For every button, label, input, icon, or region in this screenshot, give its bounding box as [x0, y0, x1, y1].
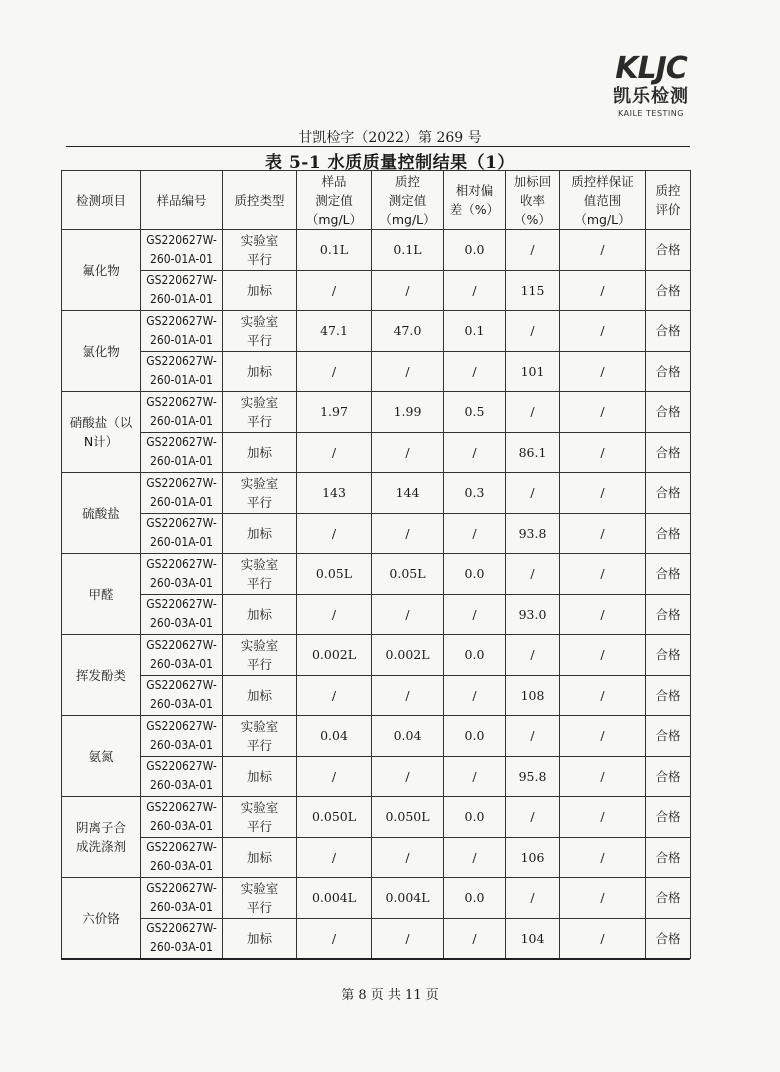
- relative-deviation-cell: 0.1: [444, 311, 506, 352]
- spike-recovery-cell: 108: [506, 675, 560, 716]
- qc-range-cell: /: [560, 554, 646, 595]
- cell-line: 加标: [246, 687, 272, 703]
- qc-type-cell: [223, 270, 297, 311]
- evaluation-cell: 合格: [646, 918, 691, 959]
- sample-value-cell: 0.05L: [297, 554, 372, 595]
- item-name-cell: [62, 392, 141, 473]
- cell-line: 260-01A-01: [150, 292, 213, 307]
- qc-value-cell: /: [372, 594, 444, 635]
- relative-deviation-cell: /: [444, 675, 506, 716]
- cell-line: 加标: [246, 525, 272, 541]
- table-row: [62, 392, 691, 433]
- col-qc-range-header: [560, 171, 646, 230]
- col-qc-type-header: [223, 171, 297, 230]
- cell-line: 260-03A-01: [150, 737, 213, 752]
- spike-recovery-cell: /: [506, 797, 560, 838]
- cell-line: （%）: [514, 211, 551, 227]
- sample-value-cell: /: [297, 594, 372, 635]
- qc-value-cell: 47.0: [372, 311, 444, 352]
- qc-value-cell: /: [372, 675, 444, 716]
- relative-deviation-cell: /: [444, 432, 506, 473]
- evaluation-cell: 合格: [646, 756, 691, 797]
- cell-line: 260-01A-01: [150, 454, 213, 469]
- item-name-cell: [62, 230, 141, 311]
- cell-line: 平行: [246, 251, 272, 267]
- evaluation-cell: 合格: [646, 351, 691, 392]
- cell-line: 平行: [246, 737, 272, 753]
- table-body: [62, 230, 691, 959]
- sample-id-cell: [141, 554, 223, 595]
- qc-range-cell: /: [560, 230, 646, 271]
- sample-value-cell: 143: [297, 473, 372, 514]
- table-row: [62, 716, 691, 757]
- cell-line: GS220627W-: [146, 313, 217, 328]
- table-row: [62, 918, 691, 959]
- spike-recovery-cell: /: [506, 392, 560, 433]
- sample-id-cell: [141, 432, 223, 473]
- cell-line: 氨氮: [88, 748, 114, 764]
- spike-recovery-cell: /: [506, 878, 560, 919]
- qc-type-cell: [223, 635, 297, 676]
- relative-deviation-cell: /: [444, 594, 506, 635]
- cell-line: 实验室: [240, 394, 279, 410]
- evaluation-cell: 合格: [646, 837, 691, 878]
- sample-value-cell: 0.002L: [297, 635, 372, 676]
- relative-deviation-cell: /: [444, 270, 506, 311]
- table-row: [62, 797, 691, 838]
- sample-id-cell: [141, 473, 223, 514]
- qc-type-cell: [223, 716, 297, 757]
- relative-deviation-cell: /: [444, 756, 506, 797]
- evaluation-cell: 合格: [646, 594, 691, 635]
- cell-line: 相对偏: [455, 183, 494, 198]
- spike-recovery-cell: /: [506, 716, 560, 757]
- cell-line: 评价: [655, 202, 681, 217]
- cell-line: 挥发酚类: [75, 667, 126, 683]
- spike-recovery-cell: 86.1: [506, 432, 560, 473]
- spike-recovery-cell: /: [506, 230, 560, 271]
- qc-range-cell: /: [560, 513, 646, 554]
- cell-line: GS220627W-: [146, 556, 217, 571]
- spike-recovery-cell: 101: [506, 351, 560, 392]
- evaluation-cell: 合格: [646, 392, 691, 433]
- relative-deviation-cell: /: [444, 918, 506, 959]
- sample-value-cell: 1.97: [297, 392, 372, 433]
- cell-line: 260-03A-01: [150, 697, 213, 712]
- evaluation-cell: 合格: [646, 878, 691, 919]
- qc-range-cell: /: [560, 473, 646, 514]
- evaluation-cell: 合格: [646, 230, 691, 271]
- cell-line: 加标: [246, 282, 272, 298]
- cell-line: 实验室: [240, 313, 279, 329]
- spike-recovery-cell: 115: [506, 270, 560, 311]
- evaluation-cell: 合格: [646, 311, 691, 352]
- evaluation-cell: 合格: [646, 675, 691, 716]
- sample-id-cell: [141, 675, 223, 716]
- sample-value-cell: 0.004L: [297, 878, 372, 919]
- qc-range-cell: /: [560, 797, 646, 838]
- table-row: [62, 756, 691, 797]
- cell-line: GS220627W-: [146, 232, 217, 247]
- spike-recovery-cell: 95.8: [506, 756, 560, 797]
- spike-recovery-cell: /: [506, 311, 560, 352]
- qc-type-cell: [223, 554, 297, 595]
- qc-range-cell: /: [560, 756, 646, 797]
- sample-value-cell: 0.1L: [297, 230, 372, 271]
- qc-value-cell: 144: [372, 473, 444, 514]
- sample-id-cell: [141, 270, 223, 311]
- qc-range-cell: /: [560, 918, 646, 959]
- sample-id-cell: [141, 797, 223, 838]
- cell-line: 260-01A-01: [150, 535, 213, 550]
- qc-value-cell: 0.002L: [372, 635, 444, 676]
- spike-recovery-cell: /: [506, 473, 560, 514]
- qc-value-cell: /: [372, 837, 444, 878]
- qc-value-cell: /: [372, 756, 444, 797]
- qc-range-cell: /: [560, 635, 646, 676]
- qc-range-cell: /: [560, 392, 646, 433]
- qc-value-cell: 0.04: [372, 716, 444, 757]
- qc-value-cell: /: [372, 513, 444, 554]
- qc-results-table: [61, 170, 691, 959]
- cell-line: GS220627W-: [146, 840, 217, 855]
- cell-line: GS220627W-: [146, 637, 217, 652]
- qc-type-cell: [223, 675, 297, 716]
- cell-line: 平行: [246, 413, 272, 429]
- cell-line: 硝酸盐（以: [69, 415, 133, 430]
- relative-deviation-cell: 0.3: [444, 473, 506, 514]
- table-row: [62, 473, 691, 514]
- cell-line: 平行: [246, 818, 272, 834]
- qc-value-cell: /: [372, 432, 444, 473]
- document-number: 甘凯检字（2022）第 269 号: [298, 130, 482, 146]
- qc-type-cell: [223, 594, 297, 635]
- cell-line: 260-01A-01: [150, 251, 213, 266]
- qc-type-cell: [223, 513, 297, 554]
- sample-id-cell: [141, 918, 223, 959]
- sample-id-cell: [141, 513, 223, 554]
- item-name-cell: [62, 635, 141, 716]
- cell-line: 实验室: [240, 880, 279, 896]
- qc-range-cell: /: [560, 311, 646, 352]
- cell-line: GS220627W-: [146, 273, 217, 288]
- table-row: [62, 878, 691, 919]
- sample-id-cell: [141, 878, 223, 919]
- cell-line: 260-03A-01: [150, 859, 213, 874]
- qc-range-cell: /: [560, 716, 646, 757]
- qc-value-cell: 1.99: [372, 392, 444, 433]
- spike-recovery-cell: 93.0: [506, 594, 560, 635]
- cell-line: 氟化物: [82, 262, 120, 278]
- col-spike-recovery-header: [506, 171, 560, 230]
- relative-deviation-cell: 0.0: [444, 878, 506, 919]
- cell-line: 样品编号: [156, 192, 207, 208]
- spike-recovery-cell: 106: [506, 837, 560, 878]
- cell-line: 实验室: [240, 718, 279, 734]
- table-row: [62, 432, 691, 473]
- cell-line: （mg/L）: [305, 211, 363, 227]
- sample-value-cell: /: [297, 756, 372, 797]
- cell-line: 加标: [246, 768, 272, 784]
- evaluation-cell: 合格: [646, 797, 691, 838]
- cell-line: 加标: [246, 444, 272, 460]
- sample-value-cell: /: [297, 918, 372, 959]
- sample-value-cell: /: [297, 270, 372, 311]
- relative-deviation-cell: 0.0: [444, 716, 506, 757]
- cell-line: 260-01A-01: [150, 373, 213, 388]
- table-row: [62, 675, 691, 716]
- sample-value-cell: /: [297, 675, 372, 716]
- evaluation-cell: 合格: [646, 554, 691, 595]
- cell-line: GS220627W-: [146, 394, 217, 409]
- cell-line: GS220627W-: [146, 475, 217, 490]
- sample-id-cell: [141, 311, 223, 352]
- cell-line: GS220627W-: [146, 718, 217, 733]
- qc-type-cell: [223, 432, 297, 473]
- evaluation-cell: 合格: [646, 716, 691, 757]
- sample-value-cell: 0.050L: [297, 797, 372, 838]
- sample-id-cell: [141, 756, 223, 797]
- table-row: [62, 270, 691, 311]
- sample-id-cell: [141, 392, 223, 433]
- qc-range-cell: /: [560, 878, 646, 919]
- table-bottom-rule: [61, 958, 690, 960]
- col-item-header: [62, 171, 141, 230]
- cell-line: 六价铬: [82, 910, 120, 926]
- sample-id-cell: [141, 716, 223, 757]
- item-name-cell: [62, 797, 141, 878]
- cell-line: 质控样保证: [571, 173, 634, 189]
- logo-mark: KLJC: [615, 51, 687, 86]
- cell-line: 值范围: [583, 192, 622, 208]
- item-name-cell: [62, 473, 141, 554]
- qc-range-cell: /: [560, 432, 646, 473]
- qc-range-cell: /: [560, 837, 646, 878]
- sample-id-cell: [141, 837, 223, 878]
- evaluation-cell: 合格: [646, 432, 691, 473]
- cell-line: 260-03A-01: [150, 616, 213, 631]
- table-row: [62, 311, 691, 352]
- qc-type-cell: [223, 756, 297, 797]
- spike-recovery-cell: 104: [506, 918, 560, 959]
- qc-value-cell: 0.004L: [372, 878, 444, 919]
- table-row: [62, 554, 691, 595]
- relative-deviation-cell: 0.0: [444, 635, 506, 676]
- cell-line: 260-01A-01: [150, 332, 213, 347]
- qc-type-cell: [223, 878, 297, 919]
- cell-line: 260-03A-01: [150, 656, 213, 671]
- cell-line: 加标: [246, 930, 272, 946]
- cell-line: 实验室: [240, 799, 279, 815]
- evaluation-cell: 合格: [646, 270, 691, 311]
- cell-line: 质控: [655, 183, 681, 198]
- qc-value-cell: 0.050L: [372, 797, 444, 838]
- evaluation-cell: 合格: [646, 513, 691, 554]
- evaluation-cell: 合格: [646, 473, 691, 514]
- cell-line: 质控类型: [234, 192, 285, 208]
- cell-line: 差（%）: [449, 202, 500, 217]
- cell-line: 实验室: [240, 556, 279, 572]
- cell-line: GS220627W-: [146, 759, 217, 774]
- cell-line: GS220627W-: [146, 678, 217, 693]
- item-name-cell: [62, 878, 141, 959]
- relative-deviation-cell: /: [444, 837, 506, 878]
- cell-line: 测定值: [388, 192, 427, 208]
- table-row: [62, 635, 691, 676]
- cell-line: 260-03A-01: [150, 575, 213, 590]
- cell-line: 260-01A-01: [150, 494, 213, 509]
- qc-type-cell: [223, 918, 297, 959]
- relative-deviation-cell: 0.0: [444, 230, 506, 271]
- table-row: [62, 837, 691, 878]
- cell-line: （mg/L）: [379, 211, 436, 227]
- cell-line: 甲醛: [88, 586, 114, 602]
- cell-line: 实验室: [240, 232, 279, 248]
- relative-deviation-cell: 0.5: [444, 392, 506, 433]
- qc-range-cell: /: [560, 675, 646, 716]
- cell-line: GS220627W-: [146, 921, 217, 936]
- spike-recovery-cell: /: [506, 635, 560, 676]
- col-sample-id-header: [141, 171, 223, 230]
- cell-line: GS220627W-: [146, 799, 217, 814]
- sample-value-cell: 0.04: [297, 716, 372, 757]
- cell-line: 平行: [246, 656, 272, 672]
- cell-line: N计）: [83, 434, 119, 449]
- cell-line: （mg/L）: [574, 211, 631, 227]
- cell-line: 加标回: [513, 173, 552, 189]
- cell-line: 平行: [246, 899, 272, 915]
- cell-line: 氯化物: [82, 343, 120, 359]
- sample-value-cell: /: [297, 513, 372, 554]
- cell-line: 加标: [246, 363, 272, 379]
- col-evaluation-header: [646, 171, 691, 230]
- sample-id-cell: [141, 594, 223, 635]
- cell-line: 实验室: [240, 637, 279, 653]
- cell-line: 阴离子合: [75, 820, 126, 835]
- qc-range-cell: /: [560, 351, 646, 392]
- cell-line: GS220627W-: [146, 354, 217, 369]
- sample-value-cell: 47.1: [297, 311, 372, 352]
- item-name-cell: [62, 311, 141, 392]
- item-name-cell: [62, 554, 141, 635]
- cell-line: 收率: [519, 192, 545, 208]
- cell-line: 平行: [246, 575, 272, 591]
- relative-deviation-cell: /: [444, 351, 506, 392]
- qc-range-cell: /: [560, 594, 646, 635]
- relative-deviation-cell: 0.0: [444, 797, 506, 838]
- qc-value-cell: 0.05L: [372, 554, 444, 595]
- item-name-cell: [62, 716, 141, 797]
- cell-line: GS220627W-: [146, 516, 217, 531]
- col-relative-deviation-header: [444, 171, 506, 230]
- table-row: [62, 513, 691, 554]
- cell-line: 质控: [394, 173, 420, 189]
- sample-id-cell: [141, 635, 223, 676]
- cell-line: 测定值: [315, 192, 353, 208]
- company-logo: [596, 52, 706, 120]
- cell-line: 260-01A-01: [150, 413, 213, 428]
- cell-line: 260-03A-01: [150, 818, 213, 833]
- relative-deviation-cell: /: [444, 513, 506, 554]
- cell-line: 平行: [246, 494, 272, 510]
- page-footer: 第 8 页 共 11 页: [341, 988, 439, 1003]
- qc-type-cell: [223, 837, 297, 878]
- cell-line: 硫酸盐: [82, 505, 120, 521]
- cell-line: 260-03A-01: [150, 940, 213, 955]
- table-header-row: [62, 171, 691, 230]
- table-row: [62, 230, 691, 271]
- cell-line: 260-03A-01: [150, 778, 213, 793]
- cell-line: GS220627W-: [146, 597, 217, 612]
- logo-english-name: KAILE TESTING: [618, 109, 684, 118]
- relative-deviation-cell: 0.0: [444, 554, 506, 595]
- cell-line: 成洗涤剂: [75, 839, 126, 854]
- cell-line: 检测项目: [75, 192, 126, 208]
- logo-chinese-name: 凯乐检测: [613, 86, 689, 107]
- sample-value-cell: /: [297, 837, 372, 878]
- table-title: 表 5-1 水质质量控制结果（1）: [265, 153, 515, 173]
- qc-type-cell: [223, 311, 297, 352]
- spike-recovery-cell: /: [506, 554, 560, 595]
- cell-line: 样品: [321, 173, 347, 189]
- qc-type-cell: [223, 230, 297, 271]
- table-row: [62, 351, 691, 392]
- cell-line: 实验室: [240, 475, 279, 491]
- table-row: [62, 594, 691, 635]
- cell-line: 260-03A-01: [150, 899, 213, 914]
- cell-line: GS220627W-: [146, 880, 217, 895]
- col-sample-value-header: [297, 171, 372, 230]
- cell-line: 加标: [246, 606, 272, 622]
- sample-value-cell: /: [297, 432, 372, 473]
- col-qc-value-header: [372, 171, 444, 230]
- qc-range-cell: /: [560, 270, 646, 311]
- cell-line: 加标: [246, 849, 272, 865]
- header-rule: [66, 146, 690, 147]
- spike-recovery-cell: 93.8: [506, 513, 560, 554]
- qc-type-cell: [223, 797, 297, 838]
- evaluation-cell: 合格: [646, 635, 691, 676]
- qc-value-cell: /: [372, 918, 444, 959]
- cell-line: GS220627W-: [146, 435, 217, 450]
- qc-value-cell: /: [372, 270, 444, 311]
- qc-value-cell: /: [372, 351, 444, 392]
- qc-type-cell: [223, 351, 297, 392]
- sample-value-cell: /: [297, 351, 372, 392]
- sample-id-cell: [141, 351, 223, 392]
- cell-line: 平行: [246, 332, 272, 348]
- qc-type-cell: [223, 473, 297, 514]
- sample-id-cell: [141, 230, 223, 271]
- qc-type-cell: [223, 392, 297, 433]
- qc-value-cell: 0.1L: [372, 230, 444, 271]
